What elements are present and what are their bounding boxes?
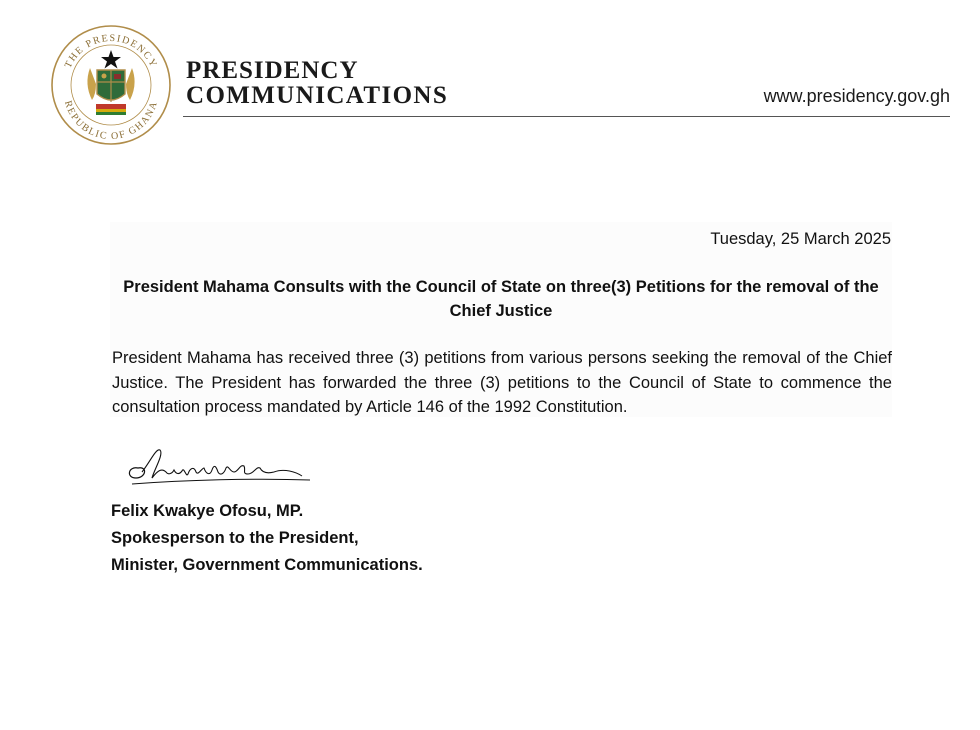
handwritten-signature — [124, 444, 314, 490]
header-divider — [183, 116, 950, 117]
press-release-body: President Mahama has received three (3) petitions from various persons seeking the removal of the Chief Justice. The President has forwarded the three (3) petitions to the Council of State to commence the consultation process mandated by Article 146 of the 1992 Constitution. — [112, 349, 892, 416]
press-release-title: President Mahama Consults with the Council of State on three(3) Petitions for the removal of the Chief Justice — [123, 278, 879, 320]
brand-line-1: PRESIDENCY — [186, 57, 359, 84]
brand-line-2: COMMUNICATIONS — [186, 82, 449, 109]
svg-text:THE PRESIDENCY: THE PRESIDENCY — [62, 32, 160, 71]
signatory-block — [111, 498, 423, 579]
signatory-role-1: Spokesperson to the President, — [111, 529, 359, 547]
svg-text:REPUBLIC OF GHANA: REPUBLIC OF GHANA — [61, 99, 161, 143]
brand-wordmark — [186, 58, 448, 108]
signatory-name: Felix Kwakye Ofosu, MP. — [111, 502, 304, 520]
release-date: Tuesday, 25 March 2025 — [710, 230, 891, 248]
presidency-seal-logo — [50, 24, 172, 146]
website-url: www.presidency.gov.gh — [763, 86, 950, 106]
signatory-role-2: Minister, Government Communications. — [111, 556, 423, 574]
